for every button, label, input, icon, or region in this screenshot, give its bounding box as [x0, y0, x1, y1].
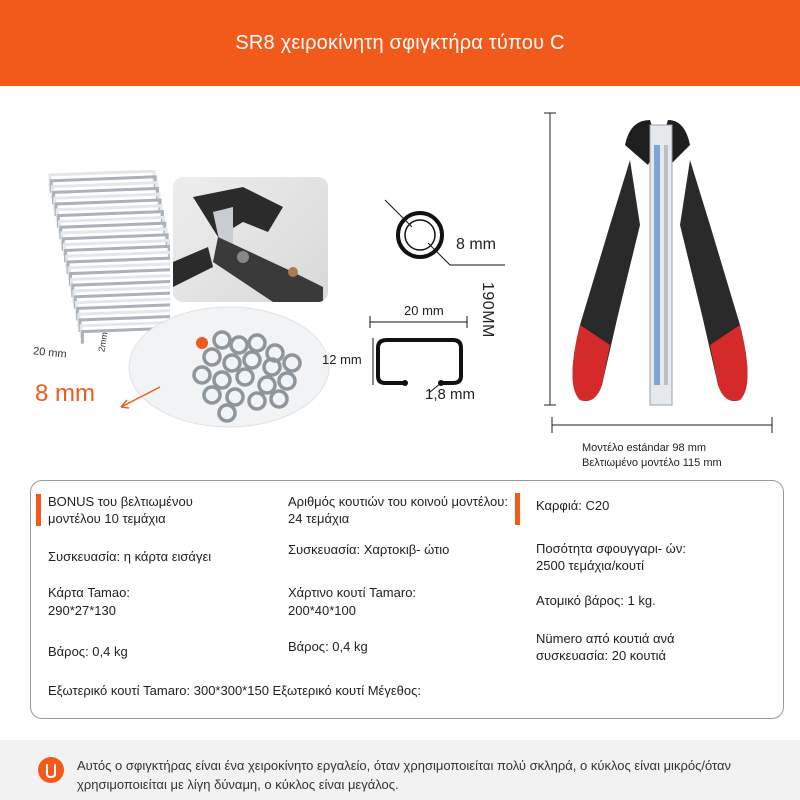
- header-banner: [0, 0, 800, 86]
- spec-packaging-card: Συσκευασία: η κάρτα εισάγει: [48, 549, 212, 564]
- accent-bar: [515, 493, 520, 525]
- pointer-arrow-icon: [115, 385, 165, 415]
- ring-diameter-label: 8 mm: [456, 236, 496, 253]
- spec-staples: Καρφιά: C20: [536, 498, 610, 513]
- spec-carton-size-label: Χάρτινο κουτί Tamaro:: [288, 585, 417, 600]
- plier-length-label: 190MM: [479, 282, 496, 338]
- hog-ring-plier-image: [540, 105, 780, 445]
- model-improved-text: Βελτιωμένο μοντέλο 115 mm: [582, 457, 722, 469]
- spec-box-count: Αριθμός κουτιών του κοινού μοντέλου: 24 τεμάχια: [288, 494, 508, 526]
- spec-weight-card: Βάρος: 0,4 kg: [48, 644, 128, 659]
- spec-boxes-per-pack: Nümero από κουτιά ανά συσκευασία: 20 κουτιά: [536, 631, 675, 663]
- spec-unit-weight: Ατομικό βάρος: 1 kg.: [536, 593, 656, 608]
- staple-width-label: 20 mm: [32, 345, 68, 361]
- staple-thickness-label: 2mm: [96, 331, 110, 353]
- clip-height-label: 12 mm: [322, 352, 362, 367]
- spec-card-size-label: Κάρτα Tamao:: [48, 585, 130, 600]
- spec-packaging-carton: Συσκευασία: Χαρτοκιβ- ώτιο: [288, 542, 450, 557]
- spec-outer-box: Εξωτερικό κουτί Tamaro: 300*300*150 Εξωτερικό κουτί Μέγεθος:: [48, 683, 421, 698]
- plier-head-photo: [173, 177, 328, 302]
- ring-diameter-diagram: [380, 190, 520, 280]
- ring-size-label-orange: 8 mm: [35, 380, 95, 407]
- wire-thickness-label: 1,8 mm: [425, 386, 476, 403]
- model-standard-text: Μοντέλο estándar 98 mm: [582, 442, 707, 454]
- clip-width-label: 20 mm: [404, 303, 444, 318]
- spec-carton-size-value: 200*40*100: [288, 603, 356, 618]
- usage-note-text: Αυτός ο σφιγκτήρας είναι ένα χειροκίνητο εργαλείο, όταν χρησιμοποιείται πολύ σκληρά, ο κύκλος είναι μικρός/όταν χρησιμοποιείται με λίγη δύναμη, ο κύκλος είναι μεγάλος.: [77, 758, 731, 792]
- spec-bonus: BONUS του βελτιωμένου μοντέλου 10 τεμάχια: [48, 494, 193, 526]
- model-length-notes: [582, 441, 722, 471]
- spec-weight-carton: Βάρος: 0,4 kg: [288, 639, 368, 654]
- spec-card-size-value: 290*27*130: [48, 603, 116, 618]
- clip-icon: [38, 757, 64, 783]
- accent-bar: [36, 494, 41, 526]
- spec-sponge-qty: Ποσότητα σφουγγαρι- ών: 2500 τεμάχια/κουτί: [536, 541, 686, 573]
- page-title: SR8 χειροκίνητη σφιγκτήρα τύπου C: [235, 31, 565, 54]
